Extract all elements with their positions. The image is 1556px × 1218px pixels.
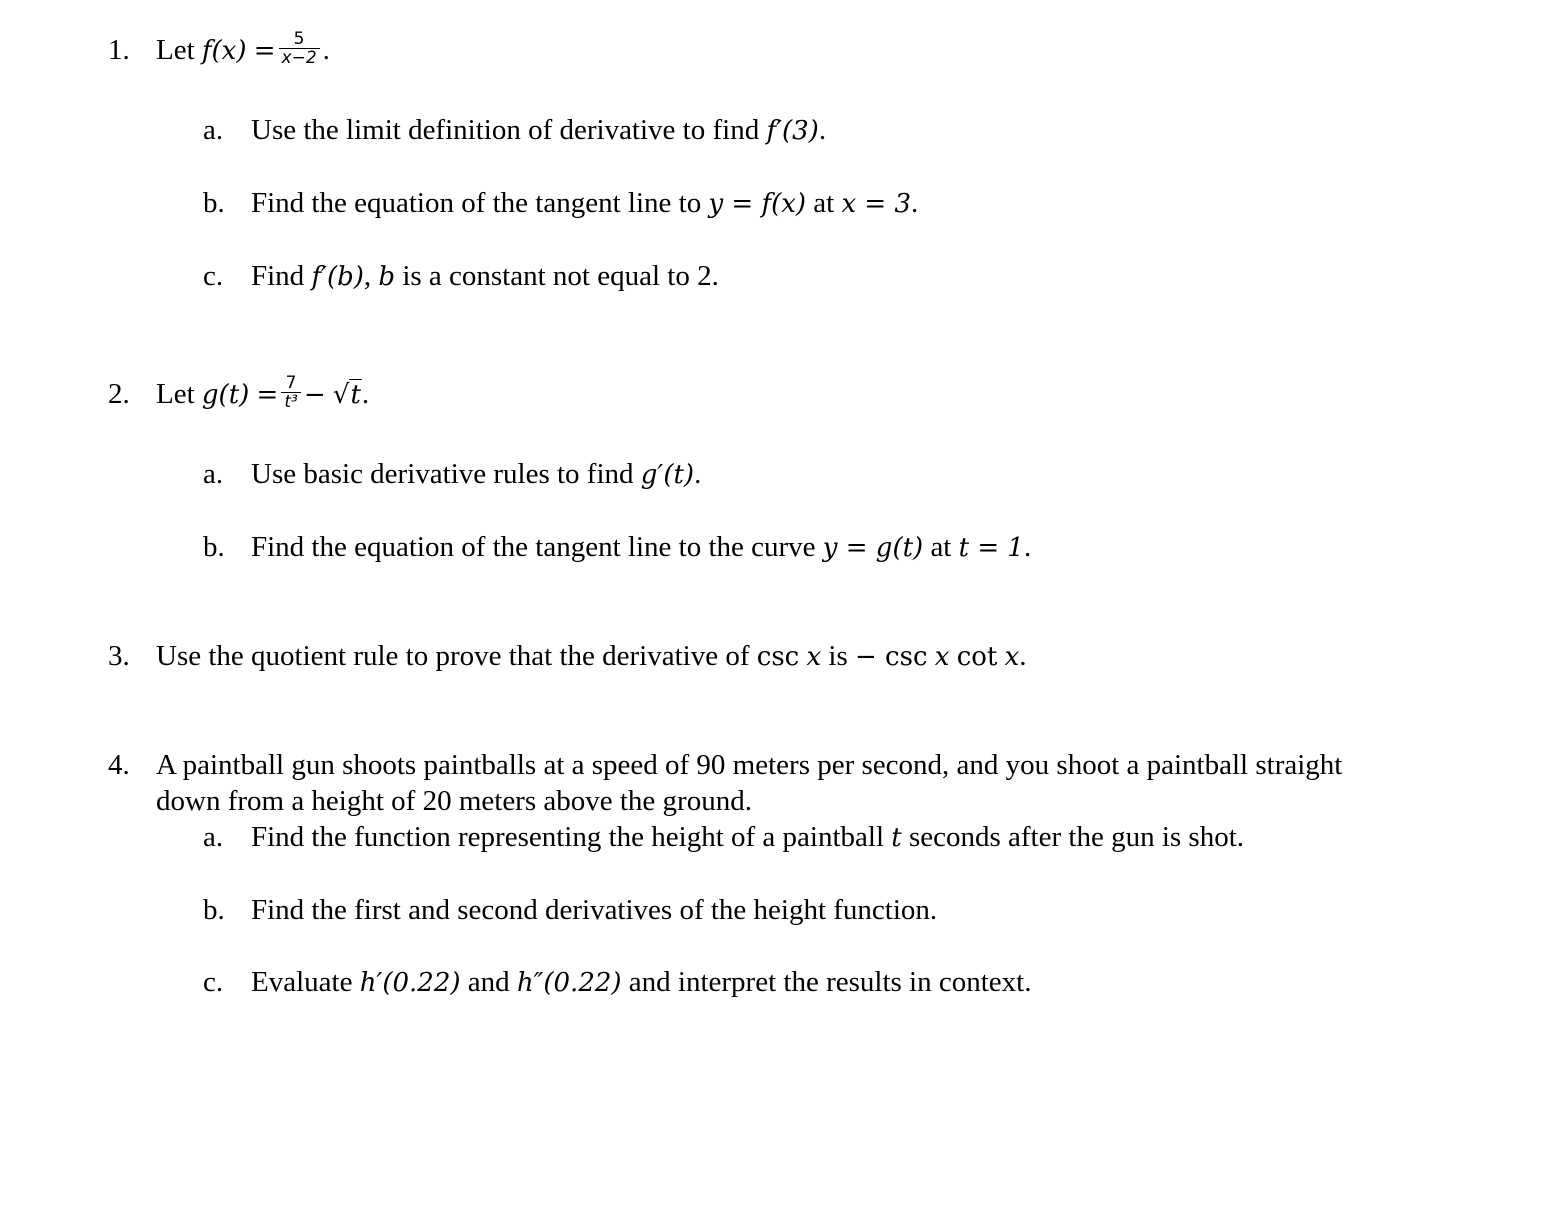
text-segment: at [813, 187, 835, 219]
function-name: g(t) [201, 380, 250, 410]
math-function: cot [956, 642, 998, 672]
text-segment: Find the equation of the tangent line to [251, 187, 702, 219]
math-function: − csc [855, 642, 928, 672]
math-function: csc [756, 642, 800, 672]
text-segment: . [818, 114, 827, 146]
math-expression: y = f(x) [708, 189, 807, 219]
text-segment: . [911, 187, 919, 219]
problem-statement [156, 372, 370, 415]
text-segment: seconds after the gun is shot. [908, 821, 1245, 853]
text-segment: . [694, 458, 702, 490]
period: . [322, 34, 330, 66]
equals-sign: = [253, 36, 276, 66]
fraction-denominator: t³ [284, 391, 298, 412]
part-label: a. [203, 821, 224, 853]
problem-number: 2. [108, 378, 130, 410]
text-segment: , [363, 260, 372, 292]
text-segment: at [930, 531, 952, 563]
math-expression: g′(t) [640, 460, 695, 490]
part-label: b. [203, 187, 225, 219]
problem-statement-line-2: down from a height of 20 meters above the ground. [156, 785, 752, 817]
part-text [251, 258, 719, 295]
period: . [361, 378, 370, 410]
math-expression: h′(0.22) [359, 968, 461, 998]
problem-number: 4. [108, 749, 130, 781]
text-segment: Evaluate [251, 966, 353, 998]
text-segment: Find the equation of the tangent line to the curve [251, 531, 816, 563]
text-segment: and [467, 966, 510, 998]
part-text [251, 964, 1031, 1001]
math-expression: h″(0.22) [516, 968, 622, 998]
math-variable: x [806, 642, 822, 672]
problem-number: 1. [108, 34, 130, 66]
math-expression: t = 1 [958, 533, 1024, 563]
problem-number: 3. [108, 640, 130, 672]
math-expression: f′(3) [766, 116, 819, 146]
lead-text: Let [156, 34, 195, 66]
part-text [251, 456, 701, 493]
period: . [1019, 640, 1027, 672]
fraction [279, 30, 320, 67]
math-expression: y = g(t) [822, 533, 924, 563]
part-label: b. [203, 894, 225, 926]
part-label: c. [203, 966, 224, 998]
part-text: Find the first and second derivatives of the height function. [251, 894, 938, 926]
math-variable: x [1004, 642, 1020, 672]
fraction-numerator: 5 [279, 30, 320, 49]
text-segment: and interpret the results in context. [628, 966, 1032, 998]
text-segment: Use basic derivative rules to find [251, 458, 634, 490]
text-segment: is [828, 640, 848, 672]
lead-text: Let [156, 378, 195, 410]
part-text [251, 112, 826, 149]
radicand: t [350, 380, 361, 410]
square-root [333, 379, 362, 410]
part-label: c. [203, 260, 224, 292]
equals-sign: = [256, 380, 279, 410]
part-label: b. [203, 531, 225, 563]
fraction-numerator: 7 [281, 374, 300, 393]
part-label: a. [203, 114, 224, 146]
part-text [251, 185, 918, 222]
fraction [281, 374, 300, 411]
math-variable: x [934, 642, 950, 672]
math-variable: t [891, 823, 902, 853]
fraction-denominator: x−2 [281, 47, 317, 68]
function-name: f(x) [201, 36, 247, 66]
text-segment: Find [251, 260, 305, 292]
text-segment: is a constant not equal to 2. [402, 260, 719, 292]
part-text [251, 529, 1031, 566]
problem-statement [156, 28, 330, 71]
text-segment: . [1023, 531, 1032, 563]
radical-sign: √ [332, 380, 350, 410]
part-text [251, 819, 1244, 856]
text-segment: Find the function representing the height of a paintball [251, 821, 885, 853]
minus-sign: − [303, 380, 326, 410]
part-label: a. [203, 458, 224, 490]
math-expression: x = 3 [841, 189, 912, 219]
text-segment: Use the limit definition of derivative to find [251, 114, 760, 146]
text-segment: Use the quotient rule to prove that the derivative of [156, 640, 750, 672]
problem-statement [156, 638, 1027, 675]
problem-statement-line-1: A paintball gun shoots paintballs at a speed of 90 meters per second, and you shoot a paintball straight [156, 749, 1343, 781]
math-expression: f′(b) [311, 262, 364, 292]
math-expression: b [378, 262, 396, 292]
